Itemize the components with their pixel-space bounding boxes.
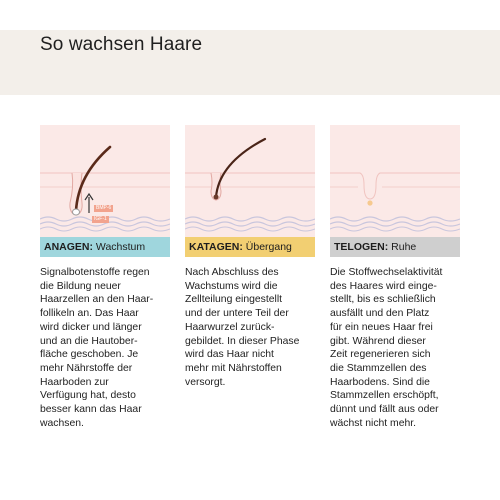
anagen-description: Signalbotenstoffe regen die Bildung neuer Haarzellen an den Haar- follikeln an. Das Haar wird dicker und länger und an die Hautober- fläche geschoben. Je mehr Nährstoffe der Haarboden zur Verfügung hat, desto besser kann das Haar wachsen. <box>40 267 154 429</box>
katagen-hair-diagram <box>185 125 315 237</box>
katagen-description: Nach Abschluss des Wachstums wird die Zellteilung eingestellt und der untere Teil der Haarwurzel zurück- gebildet. In dieser Phase wird das Haar nicht mehr mit Nährstoffen versorgt. <box>185 267 300 388</box>
phase-name: TELOGEN: <box>334 241 389 253</box>
anagen-illustration <box>40 125 170 237</box>
header-banner <box>0 30 500 95</box>
bmp6-tag: BMP-6 <box>96 205 112 211</box>
panel-anagen <box>40 125 170 430</box>
phase-subtitle: Wachstum <box>95 241 146 253</box>
phase-label-telogen <box>330 237 460 257</box>
katagen-illustration <box>185 125 315 237</box>
panel-katagen <box>185 125 315 389</box>
phase-label-katagen <box>185 237 315 257</box>
phase-name: KATAGEN: <box>189 241 243 253</box>
telogen-description: Die Stoffwechselaktivität des Haares wird einge- stellt, bis es schließlich ausfällt und den Platz für ein neues Haar frei gibt. Während dieser Zeit regenerieren sich die Stammzellen des Haarbodens. Sind die Stammzellen erschöpft, dünnt und fällt aus oder wächst nicht mehr. <box>330 267 443 429</box>
phase-label-anagen <box>40 237 170 257</box>
phase-subtitle: Übergang <box>245 241 292 253</box>
igf1-tag: IGF-1 <box>94 216 107 222</box>
phase-subtitle: Ruhe <box>391 241 417 253</box>
telogen-illustration <box>330 125 460 237</box>
telogen-hair-diagram <box>330 125 460 237</box>
panel-telogen <box>330 125 460 430</box>
phase-name: ANAGEN: <box>44 241 93 253</box>
page-title: So wachsen Haare <box>40 34 203 55</box>
